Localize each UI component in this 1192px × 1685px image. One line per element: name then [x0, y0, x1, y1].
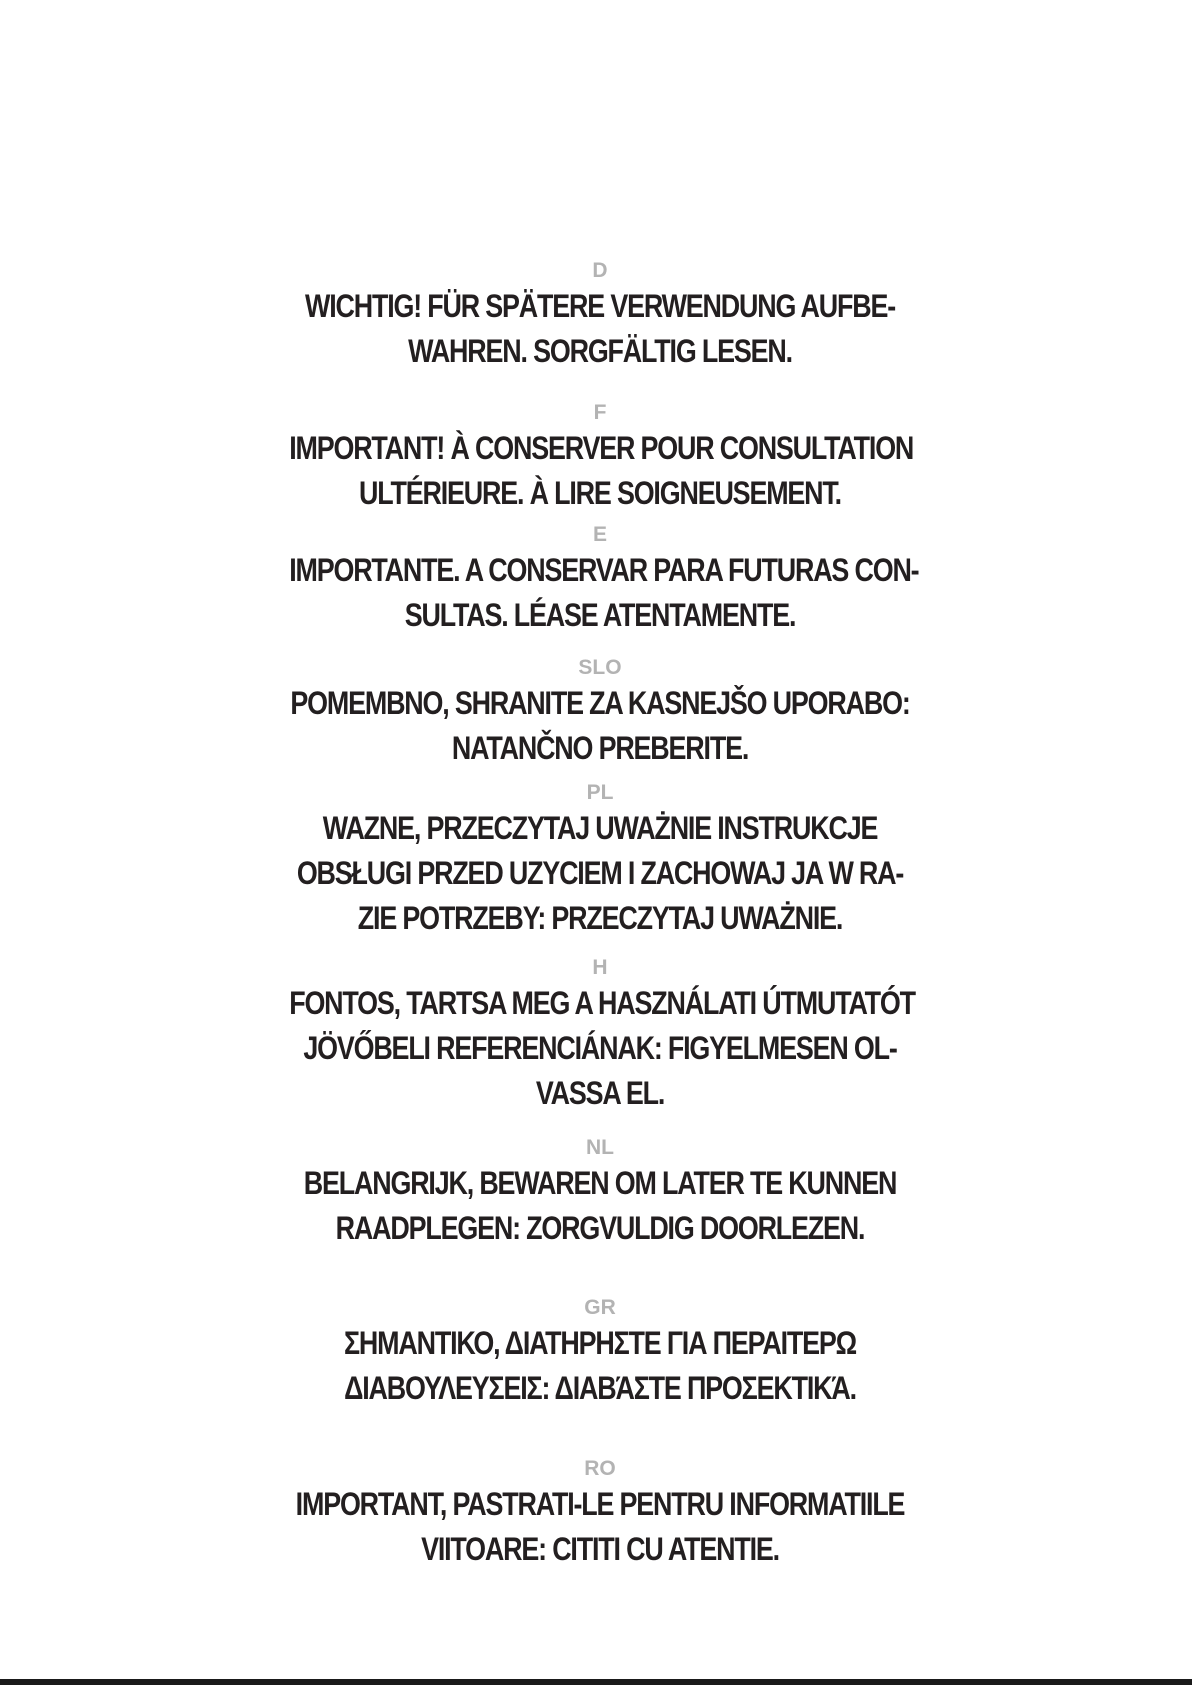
section-es	[230, 522, 970, 638]
bottom-border	[0, 1679, 1192, 1685]
notice-line: ZIE POTRZEBY: PRZECZYTAJ UWAŻNIE.	[357, 900, 843, 936]
notice-text	[289, 981, 915, 1116]
notice-line: WICHTIG! FÜR SPÄTERE VERWENDUNG AUFBE-	[305, 288, 895, 324]
notice-line: BELANGRIJK, BEWAREN OM LATER TE KUNNEN	[303, 1165, 897, 1201]
notice-text	[289, 1482, 911, 1572]
section-fr	[230, 400, 970, 516]
notice-line: VASSA EL.	[535, 1075, 665, 1111]
notice-text	[289, 681, 911, 771]
section-de	[230, 258, 970, 374]
notice-line: IMPORTANT, PASTRATI-LE PENTRU INFORMATIILE	[295, 1486, 905, 1522]
notice-line: ΔΙΑΒΟΥΛΕΥΣΕΙΣ: ΔΙΑΒΆΣΤΕ ΠΡΟΣΕΚΤΙΚΆ.	[344, 1370, 856, 1406]
notice-line: FONTOS, TARTSA MEG A HASZNÁLATI ÚTMUTATÓT	[289, 985, 915, 1021]
notice-line: ULTÉRIEURE. À LIRE SOIGNEUSEMENT.	[359, 475, 841, 511]
notice-line: IMPORTANTE. A CONSERVAR PARA FUTURAS CON-	[289, 552, 919, 588]
language-code: E	[592, 523, 607, 546]
section-hu	[230, 955, 970, 1116]
notice-line: POMEMBNO, SHRANITE ZA KASNEJŠO UPORABO:	[290, 685, 910, 721]
notice-line: RAADPLEGEN: ZORGVULDIG DOORLEZEN.	[335, 1210, 865, 1246]
language-code: NL	[586, 1136, 614, 1159]
section-nl	[230, 1135, 970, 1251]
language-code: SLO	[578, 656, 622, 679]
section-pl	[230, 780, 970, 941]
language-code: RO	[584, 1457, 616, 1480]
language-code: PL	[586, 781, 614, 804]
notice-text	[289, 806, 911, 941]
notice-text	[289, 548, 919, 638]
language-code: D	[592, 259, 608, 282]
section-ro	[230, 1456, 970, 1572]
language-code: H	[592, 956, 608, 979]
notice-line: SULTAS. LÉASE ATENTAMENTE.	[404, 597, 796, 633]
notice-text	[289, 1321, 911, 1411]
notice-line: VIITOARE: CITITI CU ATENTIE.	[421, 1531, 779, 1567]
notice-line: WAHREN. SORGFÄLTIG LESEN.	[408, 333, 792, 369]
language-code: F	[593, 401, 607, 424]
notice-line: ΣΗΜΑΝΤΙΚΟ, ΔΙΑΤΗΡΗΣΤΕ ΓΙΑ ΠΕΡΑΙΤΕΡΩ	[343, 1325, 857, 1361]
notice-text	[289, 426, 914, 516]
section-gr	[230, 1295, 970, 1411]
notice-line: OBSŁUGI PRZED UZYCIEM I ZACHOWAJ JA W RA-	[296, 855, 904, 891]
notice-text	[289, 1161, 911, 1251]
language-code: GR	[584, 1296, 616, 1319]
notice-line: IMPORTANT! À CONSERVER POUR CONSULTATION	[289, 430, 914, 466]
notice-line: NATANČNO PREBERITE.	[451, 730, 749, 766]
notice-line: JÖVŐBELI REFERENCIÁNAK: FIGYELMESEN OL-	[303, 1030, 897, 1066]
notice-text	[289, 284, 911, 374]
section-slo	[230, 655, 970, 771]
notice-line: WAZNE, PRZECZYTAJ UWAŻNIE INSTRUKCJE	[322, 810, 878, 846]
